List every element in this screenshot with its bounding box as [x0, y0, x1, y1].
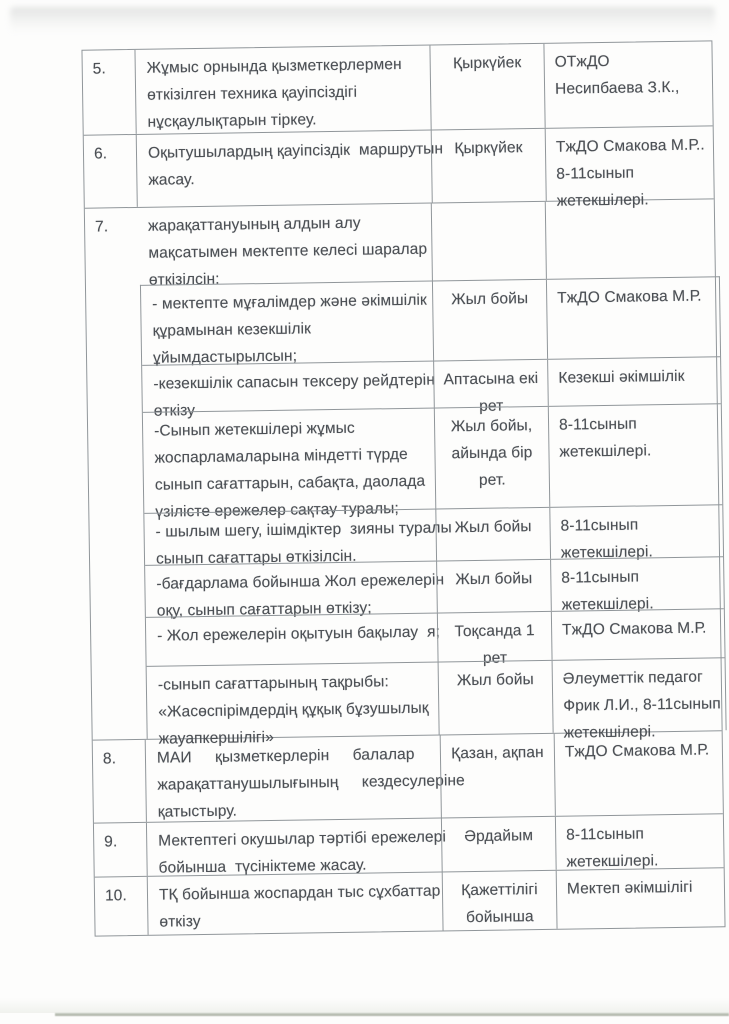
cell-activity: -кезекшілік сапасын тексеру рейдтерін өткізу: [153, 371, 436, 420]
cell-responsible: 8-11сынып жетекшілері.: [548, 404, 722, 507]
cell-activity: -сынып сағаттарының тақрыбы: «Жасөспірімдердің құқық бұзушылық жауапкершілігі»: [157, 673, 429, 748]
cell-responsible: Кезекші әкімшілік: [547, 357, 720, 406]
table-subrow: [145, 556, 723, 620]
nested-table: [140, 276, 726, 748]
cell-activity: -Сынып жетекшілері жұмыс жоспарламаларына міндетті түрде сынып сағаттарын, сабақта, даолада үзілісте ережелер сақтау туралы;: [153, 419, 426, 521]
table-row: [95, 867, 725, 935]
cell-activity: Оқытушылардың қауіпсіздік маршрутын жасау.: [136, 131, 432, 207]
paper-edge-line: [55, 1013, 729, 1016]
cell-number: 5.: [92, 60, 107, 78]
scan-shadow-top: [10, 7, 715, 33]
cell-timing: Жыл бойы: [432, 280, 547, 361]
cell-timing: Тоқсанда 1 рет: [437, 612, 552, 662]
cell-responsible: ОТжДО Несипбаева З.К.,: [543, 41, 712, 127]
cell-activity: жарақаттануының алдын алу мақсатымен мектепте келесі шаралар өткізілсін:: [147, 214, 428, 289]
subrow-intro: [137, 199, 721, 289]
cell-number: 9.: [104, 833, 118, 851]
cell-timing: [431, 202, 546, 281]
table-row-with-subrows: [85, 198, 722, 748]
cell-number: 10.: [104, 887, 127, 905]
cell-timing: Қажеттілігі бойынша: [442, 871, 557, 931]
cell-activity: - мектепте мұғалімдер және әкімшілік құрамынан кезекшілік ұйымдастырылсын;: [152, 291, 427, 367]
cell-activity: -бағдарлама бойынша Жол ережелерін оқу, сынып сағаттарын өткізу;: [156, 571, 445, 620]
document-table: [81, 40, 725, 936]
cell-activity: ТҚ бойынша жоспардан тыс сұхбаттар өткізу: [147, 872, 443, 934]
cell-timing: Жыл бойы, айында бір рет.: [434, 407, 549, 509]
cell-number: 8.: [102, 750, 117, 768]
cell-timing: Жыл бойы: [436, 560, 551, 613]
scan-shadow-bottom: [0, 998, 729, 1013]
table-subrow: [144, 504, 722, 568]
cell-responsible: 8-11сынып жетекшілері.: [555, 814, 724, 869]
cell-activity: МАИ қызметкерлерін балалар жарақаттанушылығының кездесулеріне қатыстыру.: [145, 735, 441, 821]
cell-responsible: ТжДО Смакова М.Р.. 8-11сынып жетекшілері.: [545, 126, 714, 200]
cell-number: 7.: [94, 218, 109, 236]
cell-activity: - шылым шегу, ішімдіктер зияны туралы сынып сағаттары өткізілсін.: [155, 519, 452, 568]
table-row: [93, 730, 723, 822]
cell-activity: - Жол ережелерін оқытуын бақылау я;: [157, 623, 441, 645]
cell-timing: Қыркүйек: [431, 129, 546, 203]
cell-responsible: ТжДО Смакова М.Р.: [546, 277, 720, 359]
cell-activity: Мектептегі окушылар тәртібі ережелері бойынша түсініктеме жасау.: [146, 818, 442, 875]
table-row: [82, 41, 712, 134]
cell-timing: Қыркүйек: [429, 44, 544, 130]
table-subrow: [142, 356, 720, 420]
table-row: [84, 125, 714, 210]
cell-timing: Қазан, ақпан: [440, 734, 555, 818]
table-subrow: [141, 277, 720, 365]
table-subrow: [146, 608, 724, 666]
table-subrow: [143, 403, 722, 521]
cell-responsible: [545, 199, 721, 279]
cell-responsible: Әлеуметтік педагог Фрик Л.И., 8-11сынып жетекшілері.: [552, 658, 726, 733]
cell-number: 6.: [93, 145, 108, 163]
cell-responsible: 8-11сынып жетекшілері.: [549, 505, 722, 559]
table-subrow: [147, 657, 726, 748]
cell-responsible: ТжДО Смакова М.Р.: [554, 731, 723, 815]
cell-timing: Жыл бойы: [435, 508, 550, 561]
cell-activity: Жұмыс орнында қызметкерлермен өткізілген техника қауіпсіздігі нұсқаулықтарын тіркеу.: [134, 46, 430, 134]
cell-responsible: Мектеп әкімшілігі: [556, 868, 725, 928]
cell-timing: Аптасына екі рет: [433, 360, 548, 408]
cell-timing: Жыл бойы: [438, 661, 553, 735]
cell-responsible: ТжДО Смакова М.Р.: [551, 609, 724, 660]
cell-responsible: 8-11сынып жетекшілері.: [550, 557, 723, 611]
table-row: [94, 813, 724, 876]
cell-timing: Әрдайым: [441, 817, 556, 872]
